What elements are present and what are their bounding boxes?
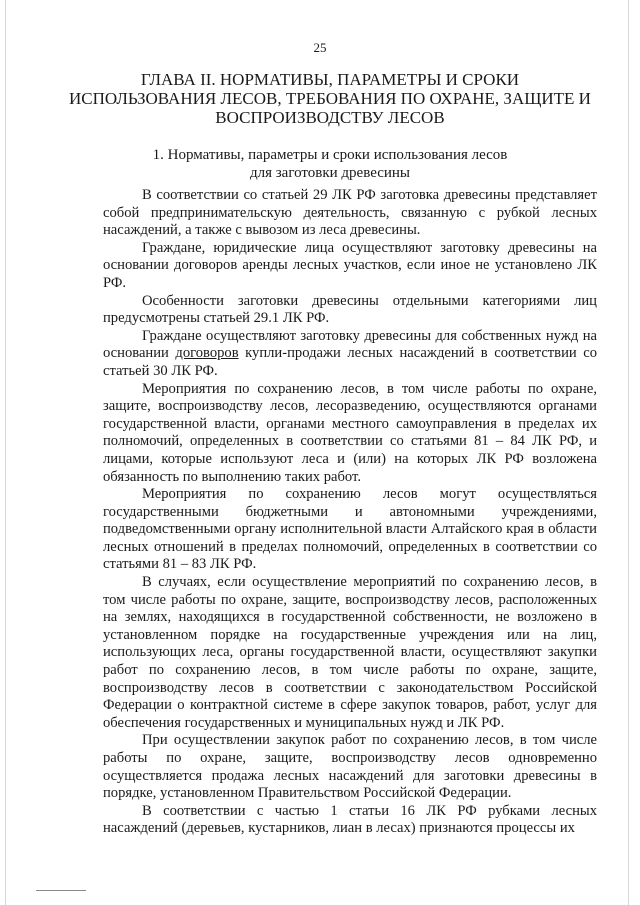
paragraph: В соответствии со статьей 29 ЛК РФ заготовка древесины представляет собой предпринимательскую деятельность, связанную с рубкой лесных насаждений, а также с вывозом из леса древесины. xyxy=(103,187,597,239)
section-heading-line: 1. Нормативы, параметры и сроки использования лесов xyxy=(152,147,508,163)
paragraph: В случаях, если осуществление мероприятий по сохранению лесов, в том числе работы по охране, защите, воспроизводству лесов, расположенных на землях, находящихся в государственной собственности, не возложено в установленном порядке на государственные учреждения или на лиц, использующих леса, органы государственной власти, осуществляют закупки работ по сохранению лесов, в том числе работы по охране, защите, воспроизводству лесов в соответствии с законодательством Российской Федерации о контрактной системе в сфере закупок товаров, работ, услуг для обеспечения государственных и муниципальных нужд и ЛК РФ. xyxy=(103,574,597,731)
chapter-heading-line: ИСПОЛЬЗОВАНИЯ ЛЕСОВ, ТРЕБОВАНИЯ ПО ОХРАНЕ, ЗАЩИТЕ И xyxy=(69,89,591,108)
paragraph: Граждане, юридические лица осуществляют заготовку древесины на основании договоров аренды лесных участков, если иное не установлено ЛК РФ. xyxy=(103,239,597,291)
paragraph: При осуществлении закупок работ по сохранению лесов, в том числе работы по охране, защите, воспроизводству лесов одновременно осуществляется продажа лесных насаждений для заготовки древесины в порядке, установленном Правительством Российской Федерации. xyxy=(103,732,597,802)
chapter-heading xyxy=(60,70,600,127)
page-number: 25 xyxy=(313,40,327,55)
footnote-rule xyxy=(36,890,86,891)
section-heading-line: для заготовки древесины xyxy=(249,165,411,181)
body-text xyxy=(103,187,597,838)
paragraph: В соответствии с частью 1 статьи 16 ЛК РФ рубками лесных насаждений (деревьев, кустарников, лиан в лесах) признаются процессы их xyxy=(103,802,597,837)
paragraph: Особенности заготовки древесины отдельными категориями лиц предусмотрены статьей 29.1 ЛК РФ. xyxy=(103,292,597,327)
contracts-link-text: договоров xyxy=(175,345,239,362)
paragraph-text: купли-продажи лесных насаждений в соответствии со статьей 30 ЛК РФ. xyxy=(103,345,597,379)
section-heading xyxy=(60,146,600,182)
scan-edge-left xyxy=(5,0,6,905)
scan-edge-right xyxy=(628,0,629,905)
paragraph-text: Граждане осуществляют заготовку древесины для собственных нужд на основании xyxy=(103,327,597,362)
paragraph xyxy=(103,328,597,381)
chapter-heading-line: ВОСПРОИЗВОДСТВУ ЛЕСОВ xyxy=(215,108,445,127)
chapter-heading-line: ГЛАВА II. НОРМАТИВЫ, ПАРАМЕТРЫ И СРОКИ xyxy=(140,70,520,89)
paragraph: Мероприятия по сохранению лесов могут осуществляться государственными бюджетными и автономными учреждениями, подведомственными органу исполнительной власти Алтайского края в области лесных отношений в пределах полномочий, определенных в соответствии со статьями 81 – 83 ЛК РФ. xyxy=(103,486,597,573)
paragraph: Мероприятия по сохранению лесов, в том числе работы по охране, защите, воспроизводству лесов, лесоразведению, осуществляются органами государственной власти, органами местного самоуправления в пределах их полномочий, определенных в соответствии со статьями 81 – 84 ЛК РФ, и лицами, которые используют леса и (или) на которых ЛК РФ возложена обязанность по выполнению таких работ. xyxy=(103,380,597,485)
